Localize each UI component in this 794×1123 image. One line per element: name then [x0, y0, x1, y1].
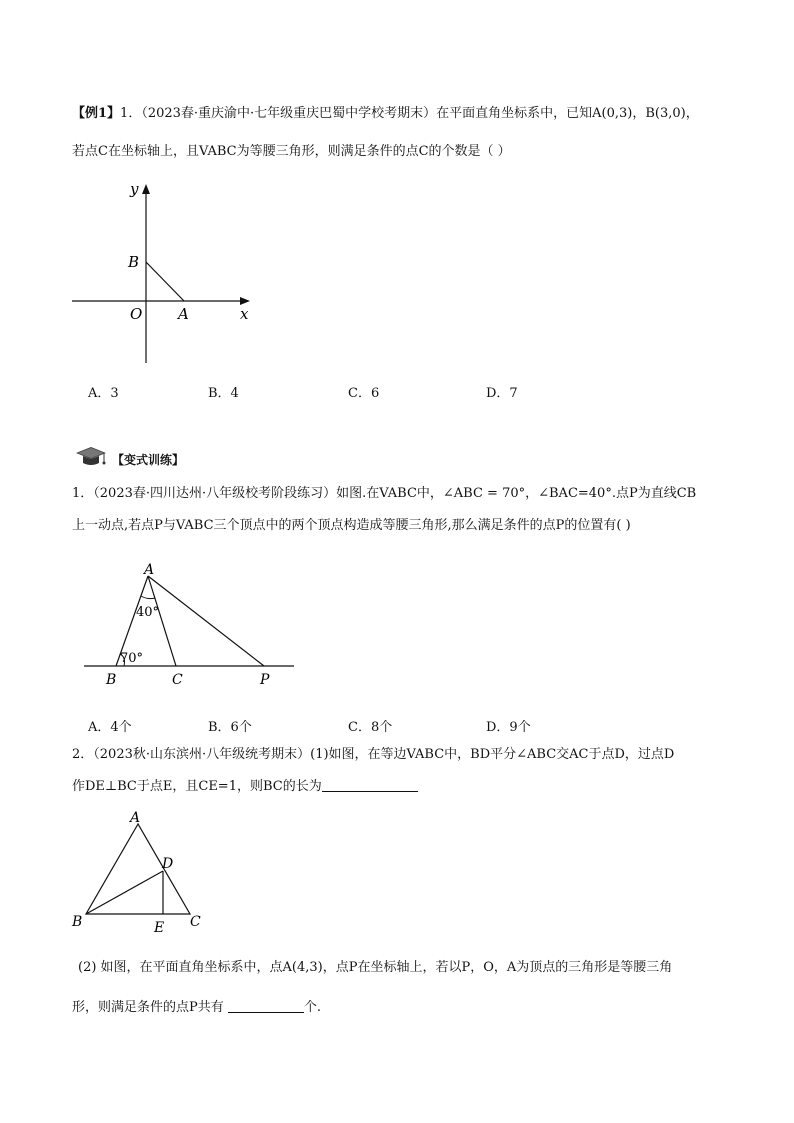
segment-ba — [146, 262, 184, 301]
q2-answer-blank-1[interactable] — [322, 777, 418, 792]
label-d: D — [162, 856, 174, 872]
label-x: x — [240, 305, 249, 323]
label-a: A — [144, 562, 155, 578]
example-question-line-1 — [72, 104, 699, 124]
example-question-line-2: 若点C在坐标轴上，且VABC为等腰三角形，则满足条件的点C的个数是（ ） — [72, 144, 511, 159]
q1-option-a[interactable]: A．4个 — [88, 720, 132, 735]
label-a: A — [130, 810, 141, 826]
label-angle-b: 70° — [120, 651, 144, 666]
example-option-b[interactable]: B．4 — [208, 386, 239, 401]
label-p: P — [260, 672, 270, 688]
graduation-cap-icon — [74, 444, 108, 470]
q2-line-2 — [72, 777, 418, 797]
label-b: B — [128, 253, 140, 271]
q2-equilateral-figure — [66, 808, 226, 938]
q2-part2-text-a: 形，则满足条件的点P共有 — [72, 1000, 224, 1015]
label-c: C — [172, 672, 183, 688]
q2-answer-blank-2[interactable] — [228, 998, 304, 1013]
label-o: O — [130, 305, 143, 323]
q1-option-c[interactable]: C．8个 — [348, 720, 393, 735]
label-a: A — [178, 305, 189, 323]
label-e: E — [154, 920, 165, 936]
angle-a-arc — [141, 596, 155, 599]
label-b: B — [72, 914, 83, 930]
q2-part2-text-b: 个. — [303, 1000, 322, 1015]
example-option-d[interactable]: D．7 — [486, 386, 518, 401]
example-option-c[interactable]: C．6 — [348, 386, 380, 401]
q1-options — [88, 716, 568, 736]
q1-option-d[interactable]: D．9个 — [486, 720, 531, 735]
q1-line-2: 上一动点,若点P与VABC三个顶点中的两个顶点构造成等腰三角形,那么满足条件的点P的位置有( ) — [72, 518, 631, 533]
segment-bd — [86, 871, 163, 914]
example-tag: 【例1】 — [72, 106, 121, 121]
example-coordinate-figure — [66, 178, 266, 368]
label-c: C — [190, 914, 201, 930]
y-axis-arrow — [142, 184, 150, 194]
q2-line-2-text: 作DE⊥BC于点E，且CE=1，则BC的长为 — [72, 779, 322, 794]
label-y: y — [130, 180, 139, 198]
q2-part2-line-2 — [72, 998, 321, 1018]
example-option-a[interactable]: A．3 — [88, 386, 119, 401]
triangle-abc — [86, 824, 190, 914]
segment-ap — [148, 576, 264, 666]
x-axis-arrow — [240, 297, 250, 305]
label-b: B — [106, 672, 117, 688]
example-options — [88, 382, 568, 402]
q2-line-1: 2．（2023秋·山东滨州·八年级统考期末）(1)如图，在等边VABC中，BD平分∠ABC交AC于点D，过点D — [72, 747, 675, 762]
example-text-1: 1．（2023春·重庆渝中·七年级重庆巴蜀中学校考期末）在平面直角坐标系中，已知A(0,3)，B(3,0)， — [120, 106, 699, 121]
q2-part2-line-1: (2) 如图，在平面直角坐标系中，点A(4,3)，点P在坐标轴上，若以P，O，A为顶点的三角形是等腰三角 — [78, 960, 673, 975]
variant-header-label: 【变式训练】 — [112, 453, 185, 467]
q1-option-b[interactable]: B．6个 — [208, 720, 252, 735]
q1-line-1: 1．（2023春·四川达州·八年级校考阶段练习）如图.在VABC中，∠ABC = 70°，∠BAC=40°.点P为直线CB — [72, 486, 697, 501]
q1-triangle-figure — [78, 560, 308, 690]
segment-ac — [148, 576, 176, 666]
label-angle-a: 40° — [136, 605, 160, 620]
